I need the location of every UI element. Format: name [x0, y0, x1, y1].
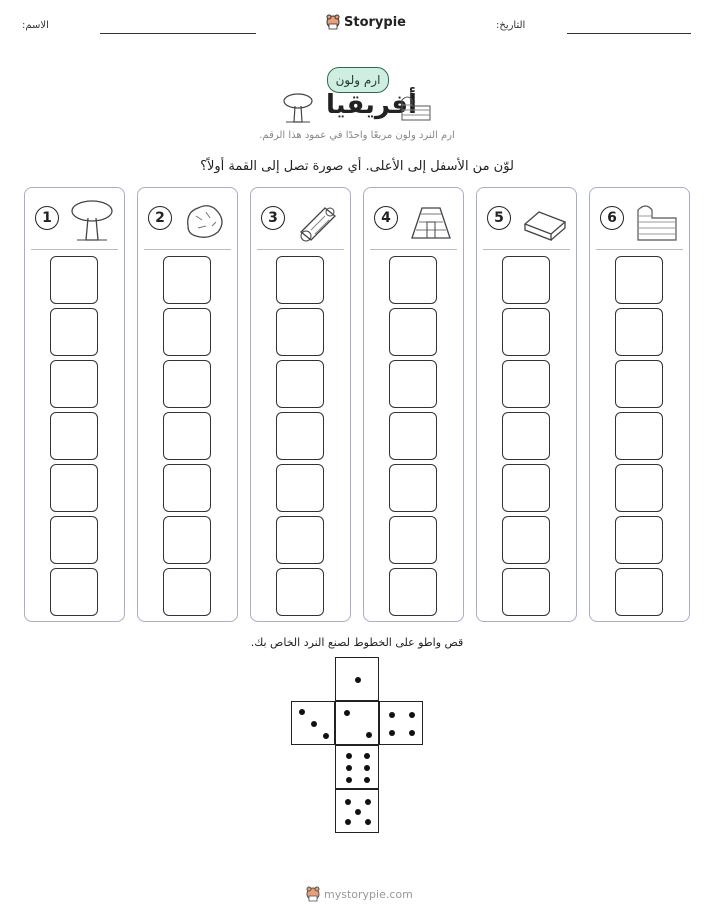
color-box[interactable] [389, 256, 437, 304]
color-box[interactable] [615, 568, 663, 616]
page-title: أفريقيا [326, 90, 417, 120]
color-box[interactable] [389, 464, 437, 512]
color-box[interactable] [615, 308, 663, 356]
color-box[interactable] [502, 568, 550, 616]
storypie-mascot-icon [326, 14, 340, 30]
dice-pip [364, 765, 370, 771]
color-box[interactable] [502, 256, 550, 304]
dice-pip [365, 819, 371, 825]
date-label: التاريخ: [496, 20, 526, 31]
color-box[interactable] [276, 256, 324, 304]
dice-pip [364, 753, 370, 759]
color-box[interactable] [163, 308, 211, 356]
dice-pip [355, 677, 361, 683]
dice-pip [345, 819, 351, 825]
color-box[interactable] [615, 516, 663, 564]
dice-pip [346, 753, 352, 759]
dice-pip [311, 721, 317, 727]
name-label: الاسم: [22, 20, 49, 31]
color-box[interactable] [615, 464, 663, 512]
footer-url: mystorypie.com [324, 887, 413, 901]
dice-pip [389, 712, 395, 718]
color-box[interactable] [50, 412, 98, 460]
color-box[interactable] [50, 464, 98, 512]
cut-instruction: قص واطو على الخطوط لصنع النرد الخاص بك. [250, 636, 464, 649]
dice-pip [364, 777, 370, 783]
dice-pip [389, 730, 395, 736]
brick-icon [521, 198, 567, 242]
dice-face-1 [335, 657, 379, 701]
color-box[interactable] [615, 256, 663, 304]
color-box[interactable] [163, 568, 211, 616]
column-4 [363, 187, 464, 622]
column-number: 3 [261, 206, 285, 230]
activity-badge: ارم ولون [327, 67, 389, 93]
color-box[interactable] [163, 516, 211, 564]
brand-name: Storypie [344, 14, 406, 30]
dice-pip [409, 730, 415, 736]
baobab-tree-icon [69, 198, 115, 242]
color-box[interactable] [50, 308, 98, 356]
dice-pip [344, 710, 350, 716]
color-box[interactable] [276, 516, 324, 564]
dice-pip [355, 809, 361, 815]
footer [306, 886, 413, 902]
color-box[interactable] [50, 568, 98, 616]
color-box[interactable] [163, 464, 211, 512]
column-3 [250, 187, 351, 622]
date-line[interactable] [567, 33, 691, 34]
column-6 [589, 187, 690, 622]
great-zimbabwe-wall-icon [634, 198, 680, 242]
rock-icon [182, 198, 228, 242]
column-number: 2 [148, 206, 172, 230]
color-box[interactable] [163, 412, 211, 460]
color-box[interactable] [389, 568, 437, 616]
dice-face-3 [291, 701, 335, 745]
dice-pip [346, 765, 352, 771]
dice-face-6 [335, 745, 379, 789]
color-box[interactable] [163, 360, 211, 408]
baobab-tree-icon [282, 92, 314, 124]
dice-face-5 [335, 789, 379, 833]
color-box[interactable] [163, 256, 211, 304]
color-box[interactable] [502, 412, 550, 460]
storypie-mascot-icon [306, 886, 320, 902]
pyramid-icon [408, 198, 454, 242]
column-1 [24, 187, 125, 622]
color-box[interactable] [276, 568, 324, 616]
color-box[interactable] [276, 360, 324, 408]
column-2 [137, 187, 238, 622]
column-5 [476, 187, 577, 622]
column-divider [596, 249, 683, 250]
question: لوّن من الأسفل إلى الأعلى. أي صورة تصل إلى القمة أولاً؟ [200, 159, 514, 174]
color-box[interactable] [276, 412, 324, 460]
name-line[interactable] [100, 33, 256, 34]
color-box[interactable] [50, 516, 98, 564]
dice-pip [366, 732, 372, 738]
great-zimbabwe-wall-icon [398, 92, 434, 122]
column-divider [370, 249, 457, 250]
dice-pip [323, 733, 329, 739]
column-number: 4 [374, 206, 398, 230]
dice-face-4 [379, 701, 423, 745]
color-box[interactable] [50, 256, 98, 304]
color-box[interactable] [389, 412, 437, 460]
color-box[interactable] [50, 360, 98, 408]
color-box[interactable] [615, 412, 663, 460]
dice-face-2 [335, 701, 379, 745]
column-number: 6 [600, 206, 624, 230]
scroll-icon [295, 198, 341, 242]
color-box[interactable] [389, 516, 437, 564]
column-number: 5 [487, 206, 511, 230]
color-box[interactable] [276, 464, 324, 512]
column-divider [31, 249, 118, 250]
column-number: 1 [35, 206, 59, 230]
color-box[interactable] [502, 464, 550, 512]
color-box[interactable] [276, 308, 324, 356]
dice-pip [346, 777, 352, 783]
color-box[interactable] [502, 516, 550, 564]
dice-pip [299, 709, 305, 715]
column-divider [144, 249, 231, 250]
color-box[interactable] [389, 308, 437, 356]
column-divider [257, 249, 344, 250]
dice-pip [345, 799, 351, 805]
color-box[interactable] [502, 360, 550, 408]
color-box[interactable] [615, 360, 663, 408]
brand-logo [326, 14, 406, 30]
dice-pip [365, 799, 371, 805]
instructions: ارم النرد ولون مربعًا واحدًا في عمود هذا الرقم. [259, 130, 455, 141]
color-box[interactable] [502, 308, 550, 356]
dice-pip [409, 712, 415, 718]
column-divider [483, 249, 570, 250]
color-box[interactable] [389, 360, 437, 408]
